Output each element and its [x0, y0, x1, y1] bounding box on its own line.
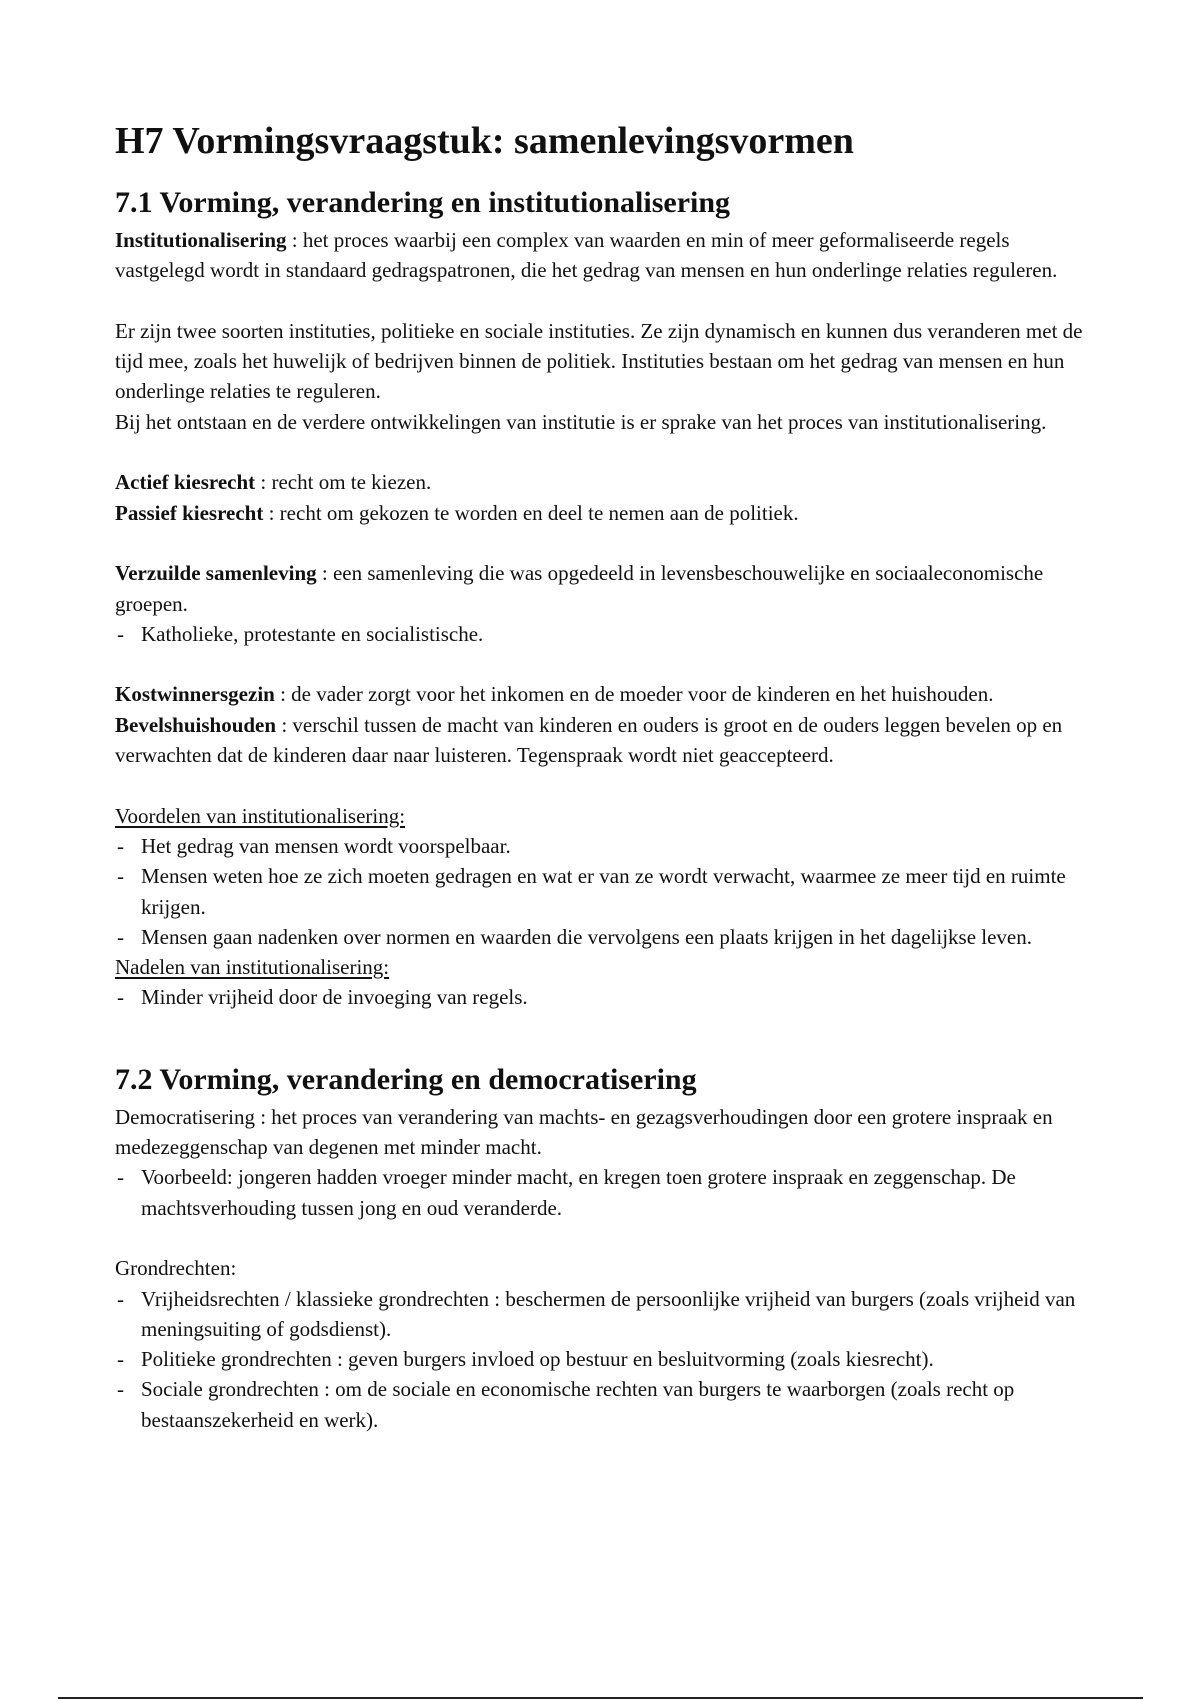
definition-text: : het proces waarbij een complex van waarden en min of meer geformaliseerde regels vastgelegd wordt in standaard gedragspatronen, die het gedrag van mensen en hun onderlinge relaties reguleren.	[115, 228, 1058, 283]
democratisering-examples	[115, 1162, 1100, 1223]
term-bevelshuishouden: Bevelshuishouden	[115, 712, 277, 737]
voordelen-list	[115, 831, 1100, 952]
definition-bevelshuishouden	[115, 710, 1100, 771]
definition-text: : de vader zorgt voor het inkomen en de moeder voor de kinderen en het huishouden.	[274, 682, 994, 707]
paragraph-instituties: Er zijn twee soorten instituties, politieke en sociale instituties. Ze zijn dynamisch en kunnen dus veranderen met de tijd mee, zoals het huwelijk of bedrijven binnen de politiek. Instituties bestaan om het gedrag van mensen en hun onderlinge relaties te reguleren.	[115, 318, 1083, 404]
section-heading-7-2: 7.2 Vorming, verandering en democratisering	[115, 1062, 697, 1096]
definition-kostwinnersgezin	[115, 679, 1100, 709]
definition-text: : recht om gekozen te worden en deel te nemen aan de politiek.	[263, 500, 799, 525]
list-item: - Sociale grondrechten : om de sociale en economische rechten van burgers te waarborgen (zoals recht op bestaanszekerheid en werk).	[115, 1374, 1100, 1435]
list-item: - Mensen gaan nadenken over normen en waarden die vervolgens een plaats krijgen in het dagelijkse leven.	[115, 922, 1100, 952]
list-item: - Vrijheidsrechten / klassieke grondrechten : beschermen de persoonlijke vrijheid van burgers (zoals vrijheid van meningsuiting of godsdienst).	[115, 1284, 1100, 1345]
definition-passief-kiesrecht	[115, 498, 1100, 528]
section-heading-7-1: 7.1 Vorming, verandering en institutionalisering	[115, 186, 731, 219]
definition-text: : verschil tussen de macht van kinderen en ouders is groot en de ouders leggen bevelen op en verwachten dat de kinderen daar naar luisteren. Tegenspraak wordt niet geaccepteerd.	[115, 712, 1063, 768]
list-item: - Katholieke, protestante en socialistische.	[115, 619, 1100, 649]
voordelen-heading: Voordelen van institutionalisering:	[115, 803, 406, 828]
list-item: - Politieke grondrechten : geven burgers invloed op bestuur en besluitvorming (zoals kiesrecht).	[115, 1344, 1100, 1374]
paragraph-ontstaan: Bij het ontstaan en de verdere ontwikkelingen van institutie is er sprake van het proces van institutionalisering.	[115, 409, 1047, 434]
nadelen-heading: Nadelen van institutionalisering:	[115, 955, 390, 980]
grondrechten-heading: Grondrechten:	[115, 1256, 237, 1281]
list-item: - Het gedrag van mensen wordt voorspelbaar.	[115, 831, 1100, 861]
list-item: - Voorbeeld: jongeren hadden vroeger minder macht, en kregen toen grotere inspraak en zeggenschap. De machtsverhouding tussen jong en oud veranderde.	[115, 1162, 1100, 1223]
grondrechten-list	[115, 1284, 1100, 1435]
footer-divider	[58, 1697, 1143, 1699]
page-title: H7 Vormingsvraagstuk: samenlevingsvormen	[115, 120, 854, 162]
verzuild-list	[115, 619, 1100, 649]
term-verzuilde-samenleving: Verzuilde samenleving	[115, 561, 317, 586]
list-item: - Mensen weten hoe ze zich moeten gedragen en wat er van ze wordt verwacht, waarmee ze meer tijd en ruimte krijgen.	[115, 861, 1100, 922]
list-item: - Minder vrijheid door de invoeging van regels.	[115, 982, 1100, 1012]
term-kostwinnersgezin: Kostwinnersgezin	[115, 682, 275, 707]
term-passief-kiesrecht: Passief kiesrecht	[115, 500, 264, 525]
definition-democratisering: Democratisering : het proces van verandering van machts- en gezagsverhoudingen door een grotere inspraak en medezeggenschap van degenen met minder macht.	[115, 1104, 1053, 1160]
term-institutionalisering: Institutionalisering	[115, 228, 287, 252]
definition-actief-kiesrecht	[115, 467, 1100, 497]
term-actief-kiesrecht: Actief kiesrecht	[115, 470, 256, 495]
definition-institutionalisering	[115, 225, 1100, 286]
definition-text: : recht om te kiezen.	[255, 470, 432, 495]
definition-text: : een samenleving die was opgedeeld in levensbeschouwelijke en sociaaleconomische groepen.	[115, 561, 1044, 616]
nadelen-list	[115, 982, 1100, 1012]
definition-verzuilde-samenleving	[115, 558, 1100, 619]
document-page	[115, 105, 1100, 1435]
